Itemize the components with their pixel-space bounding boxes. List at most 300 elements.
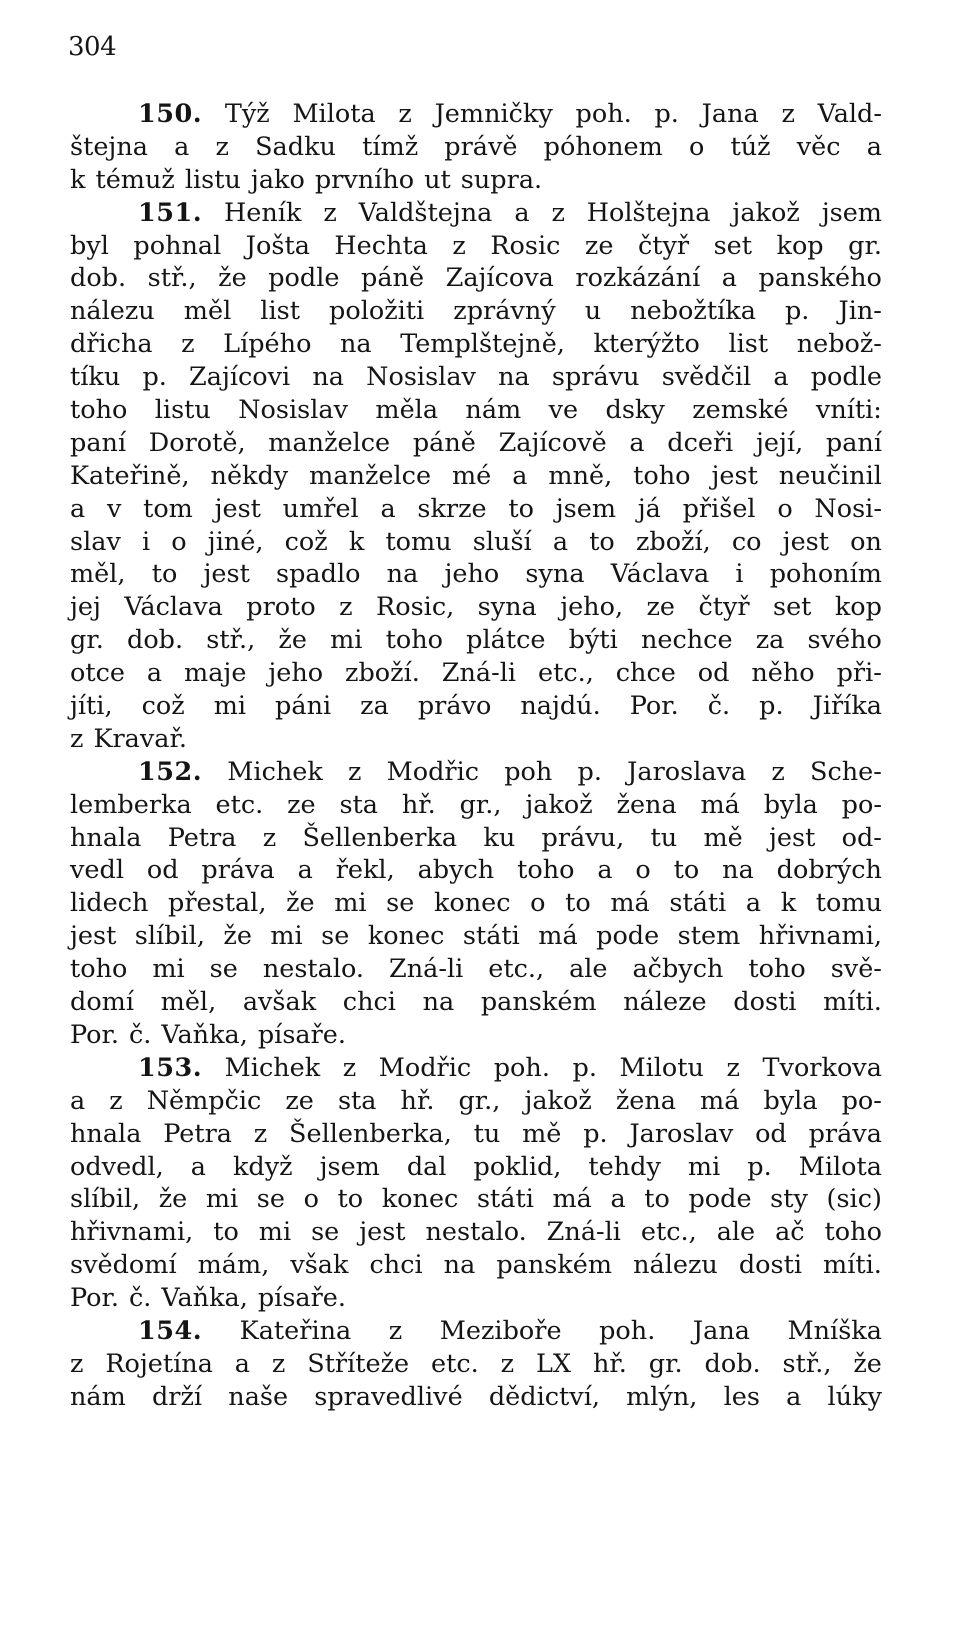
text-line xyxy=(70,460,882,493)
word: gr. xyxy=(848,230,882,261)
word: Jemničky xyxy=(434,99,553,129)
word: toho xyxy=(385,625,443,656)
word: (sic) xyxy=(826,1184,882,1215)
word: proto xyxy=(246,592,316,623)
word: já xyxy=(637,493,661,524)
word: toho xyxy=(70,395,128,426)
word: z xyxy=(342,1052,357,1083)
word: a xyxy=(773,362,789,393)
text-line xyxy=(70,1216,882,1249)
word: odvedl, xyxy=(70,1151,164,1182)
word: stem xyxy=(677,921,741,952)
word: z xyxy=(109,1085,123,1116)
word: mi xyxy=(330,625,363,656)
word: tíku xyxy=(70,362,121,393)
word: tom xyxy=(143,493,193,524)
word: p. xyxy=(654,99,679,129)
word: někdy xyxy=(210,460,289,491)
word: poh xyxy=(504,756,553,787)
word: z xyxy=(726,1052,740,1083)
text-line xyxy=(70,1118,882,1151)
page-number: 304 xyxy=(68,32,117,62)
word: Hechta xyxy=(334,230,428,261)
word: Kateřině, xyxy=(70,460,190,491)
word: ačbych xyxy=(632,954,724,985)
word: z xyxy=(388,1315,403,1346)
word: Sche- xyxy=(810,756,882,787)
word: jest xyxy=(711,460,758,491)
word: jiné, xyxy=(207,526,264,557)
word: dceři xyxy=(667,427,734,458)
text-line xyxy=(70,230,882,263)
word: hř. xyxy=(400,1085,435,1116)
text-line xyxy=(70,953,882,986)
text-line xyxy=(70,624,882,657)
word: les xyxy=(723,1381,760,1412)
word: a xyxy=(745,888,762,919)
word: lemberka xyxy=(70,789,192,820)
word: mé xyxy=(452,460,492,491)
text-line xyxy=(70,1315,882,1348)
word: a xyxy=(70,1085,86,1116)
word: chci xyxy=(342,987,396,1018)
word: Václava xyxy=(610,559,710,590)
word: od- xyxy=(841,822,882,853)
word: p. xyxy=(577,756,602,787)
word: a xyxy=(610,1184,626,1215)
word: a xyxy=(380,493,396,524)
word: etc., xyxy=(488,954,545,985)
word: mi xyxy=(687,1151,721,1182)
word: práva xyxy=(808,1118,882,1149)
word: p. xyxy=(572,1052,597,1083)
word: set xyxy=(773,592,812,623)
word: etc., xyxy=(640,1217,697,1248)
word: p. xyxy=(747,1151,772,1182)
word: od xyxy=(697,658,730,689)
word: hřivnami, xyxy=(70,1217,194,1248)
word: Holštejna xyxy=(586,197,711,228)
word: Němpčic xyxy=(146,1085,262,1116)
word: toho xyxy=(824,1217,882,1248)
word: stř., xyxy=(782,1348,832,1379)
word: žena xyxy=(616,789,677,820)
word: Por. xyxy=(70,1283,119,1314)
word: p. xyxy=(759,691,784,722)
text-line xyxy=(70,789,882,822)
text-line xyxy=(70,1249,882,1282)
word: etc., xyxy=(537,658,594,689)
word: jsem xyxy=(319,1151,380,1182)
text-line xyxy=(70,657,882,690)
text-line xyxy=(70,1348,882,1381)
word: jeho xyxy=(268,658,324,689)
word: a xyxy=(297,855,313,886)
text-line xyxy=(70,262,882,295)
word: jest xyxy=(203,559,250,590)
entry-number: 153. xyxy=(138,1052,203,1083)
word: byl xyxy=(70,230,109,261)
text-line xyxy=(70,361,882,394)
word: Nosi- xyxy=(814,493,882,524)
word: jsem xyxy=(555,493,616,524)
word: slíbil, xyxy=(134,921,205,952)
word: dosti xyxy=(738,1250,803,1281)
word: státi xyxy=(476,1184,534,1215)
word: vníti: xyxy=(815,395,882,426)
word: ku xyxy=(483,822,516,853)
word: a xyxy=(70,493,86,524)
word: jeho xyxy=(444,559,500,590)
word: při- xyxy=(836,658,882,689)
word: z xyxy=(271,1348,286,1379)
word: svědomí xyxy=(70,1250,177,1281)
word: Jaroslav xyxy=(629,1118,734,1149)
word: maje xyxy=(184,658,247,689)
word: dob. xyxy=(704,1348,761,1379)
word: její, xyxy=(756,427,804,458)
word: tu xyxy=(650,822,678,853)
word: míti. xyxy=(823,987,882,1018)
word: poh. xyxy=(493,1052,550,1083)
word: o xyxy=(688,131,705,162)
word: slíbil, xyxy=(70,1184,141,1215)
word: to xyxy=(213,1217,239,1248)
word: mě xyxy=(703,822,743,853)
word: býti xyxy=(568,625,618,656)
word: jeho, xyxy=(560,592,624,623)
word: mi xyxy=(334,888,367,919)
word: Milota xyxy=(798,1151,882,1182)
word: i xyxy=(142,526,151,557)
word: že xyxy=(853,1348,882,1379)
word: abych xyxy=(417,855,495,886)
word: Jošta xyxy=(245,230,310,261)
word: z xyxy=(262,822,277,853)
word: a xyxy=(514,197,530,228)
word: nestalo. xyxy=(425,1217,527,1248)
text-line xyxy=(70,493,882,526)
text-line xyxy=(70,887,882,920)
word: ve xyxy=(548,395,579,426)
word: za xyxy=(755,625,785,656)
word: Zná-li xyxy=(389,954,464,985)
word: písaře. xyxy=(257,1019,346,1050)
word: právu, xyxy=(541,822,625,853)
word: pohoním xyxy=(769,559,882,590)
word: k xyxy=(780,888,797,919)
word: mi xyxy=(270,921,303,952)
word: poklid, xyxy=(473,1151,562,1182)
word: ze xyxy=(584,230,614,261)
word: slav xyxy=(70,526,121,557)
text-line xyxy=(70,854,882,887)
word: jej xyxy=(70,592,101,623)
word: set xyxy=(713,230,752,261)
word: má xyxy=(700,1085,740,1116)
word: z xyxy=(500,1348,515,1379)
word: to xyxy=(644,1184,670,1215)
word: a xyxy=(146,658,163,689)
word: Vaňka, xyxy=(161,1283,248,1314)
word: na xyxy=(312,362,345,393)
word: po- xyxy=(841,1085,882,1116)
text-line xyxy=(70,98,882,131)
word: Meziboře xyxy=(439,1315,562,1346)
word: umřel xyxy=(282,493,359,524)
word: ze xyxy=(287,789,316,820)
word: póhonem xyxy=(543,131,663,162)
text-line xyxy=(70,1183,882,1216)
word: tomu xyxy=(815,888,882,919)
word: konec xyxy=(381,1184,459,1215)
word: Petra xyxy=(163,1118,232,1149)
word: plátce xyxy=(466,625,546,656)
word: sta xyxy=(339,789,378,820)
word: měl, xyxy=(70,559,126,590)
word: věc xyxy=(796,131,841,162)
word: mlýn, xyxy=(626,1381,698,1412)
word: Rojetína xyxy=(105,1348,213,1379)
word: gr., xyxy=(458,1085,501,1116)
word: že xyxy=(286,888,315,919)
word: Rosic xyxy=(490,230,561,261)
word: poh. xyxy=(575,99,632,129)
word: čtyř xyxy=(637,230,690,261)
word: svého xyxy=(807,625,882,656)
word: byla xyxy=(763,789,818,820)
word: č. xyxy=(128,1019,152,1050)
word: Modřic xyxy=(378,1052,472,1083)
word: byla xyxy=(763,1085,818,1116)
text-line xyxy=(70,920,882,953)
word: se xyxy=(256,1184,285,1215)
word: jest xyxy=(70,921,117,952)
word: témuž xyxy=(95,164,175,195)
word: a xyxy=(721,263,737,294)
word: Rosic, xyxy=(376,592,455,623)
word: se xyxy=(311,1217,340,1248)
word: přišel xyxy=(682,493,756,524)
word: Sadku xyxy=(255,131,336,162)
word: dědictví, xyxy=(488,1381,600,1412)
word: konec xyxy=(433,888,511,919)
word: Stříteže xyxy=(307,1348,410,1379)
word: z xyxy=(70,723,84,754)
word: řekl, xyxy=(335,855,395,886)
word: sty xyxy=(770,1184,808,1215)
word: tehdy xyxy=(588,1151,661,1182)
word: skrze xyxy=(417,493,487,524)
word: Zná-li xyxy=(441,658,517,689)
word: sta xyxy=(337,1085,377,1116)
word: jest xyxy=(359,1217,406,1248)
word: etc. xyxy=(215,789,264,820)
word: Dorotě, xyxy=(148,427,246,458)
word: č. xyxy=(128,1283,152,1314)
text-line xyxy=(70,690,882,723)
word: toho xyxy=(748,954,806,985)
word: č. xyxy=(707,691,731,722)
word: u xyxy=(584,296,602,327)
word: a xyxy=(552,526,569,557)
word: Zná-li xyxy=(546,1217,621,1248)
word: jest xyxy=(769,822,816,853)
word: o xyxy=(171,526,187,557)
word: dsky xyxy=(605,395,665,426)
word: že xyxy=(218,263,247,294)
word: z xyxy=(253,1118,268,1149)
word: Mníška xyxy=(787,1315,882,1346)
word: položiti xyxy=(329,296,425,327)
word: jakož xyxy=(525,789,593,820)
word: jest xyxy=(214,493,261,524)
word: z xyxy=(771,756,785,787)
text-line xyxy=(70,394,882,427)
word: nálezu xyxy=(633,1250,718,1281)
word: listu xyxy=(184,164,241,195)
word: chci xyxy=(369,1250,423,1281)
word: a xyxy=(234,1348,250,1379)
word: gr. xyxy=(70,625,104,656)
word: měl xyxy=(183,296,232,327)
word: dob. xyxy=(127,625,184,656)
word: gr. xyxy=(648,1348,683,1379)
word: lúky xyxy=(827,1381,882,1412)
word: etc. xyxy=(431,1348,479,1379)
word: žena xyxy=(615,1085,676,1116)
word: stř., xyxy=(147,263,197,294)
word: štejna xyxy=(70,131,148,162)
word: páně xyxy=(361,263,425,294)
word: Vaňka, xyxy=(161,1019,248,1050)
word: mi xyxy=(213,691,247,722)
word: Nosislav xyxy=(238,395,348,426)
word: podle xyxy=(810,362,882,393)
word: z xyxy=(215,131,229,162)
word: to xyxy=(151,559,178,590)
word: když xyxy=(232,1151,293,1182)
word: Jaroslava xyxy=(627,756,747,787)
word: zboží, xyxy=(635,526,711,557)
word: zemské xyxy=(692,395,789,426)
word: manželce xyxy=(268,427,391,458)
text-line xyxy=(70,1151,882,1184)
word: p. xyxy=(142,362,167,393)
word: kop xyxy=(776,230,824,261)
word: pode xyxy=(596,921,660,952)
word: Šellenberka, xyxy=(289,1118,452,1149)
word: nálezu xyxy=(70,296,155,327)
word: gr., xyxy=(459,789,502,820)
text-line xyxy=(70,1052,882,1085)
word: nebožtíka xyxy=(630,296,756,327)
word: ač xyxy=(775,1217,805,1248)
word: hřivnami, xyxy=(758,921,882,952)
word: pode xyxy=(688,1184,752,1215)
word: paní xyxy=(825,427,882,458)
word: Tvorkova xyxy=(762,1052,882,1083)
word: což xyxy=(284,526,328,557)
word: Zajícova xyxy=(445,263,554,294)
word: spravedlivé xyxy=(314,1381,463,1412)
word: listu xyxy=(154,395,211,426)
word: on xyxy=(850,526,882,557)
word: jakož xyxy=(524,1085,592,1116)
word: Petra xyxy=(167,822,237,853)
word: podle xyxy=(268,263,340,294)
text-line xyxy=(70,1282,882,1315)
word: jest xyxy=(782,526,830,557)
word: v xyxy=(106,493,122,524)
word: list xyxy=(728,329,769,360)
word: hnala xyxy=(70,1118,142,1149)
word: se xyxy=(209,954,238,985)
word: na xyxy=(722,855,754,886)
word: mi xyxy=(258,1217,292,1248)
word: Por. xyxy=(629,691,679,722)
word: chce xyxy=(615,658,676,689)
entry-number: 150. xyxy=(138,99,203,129)
text-line xyxy=(70,1019,882,1052)
word: najdú. xyxy=(520,691,601,722)
word: z xyxy=(323,197,337,228)
word: Kateřina xyxy=(239,1315,352,1346)
word: po- xyxy=(841,789,882,820)
word: kop xyxy=(834,592,882,623)
word: ze xyxy=(646,592,676,623)
word: Jin- xyxy=(838,296,882,327)
word: to xyxy=(508,493,534,524)
word: páni xyxy=(275,691,332,722)
word: páně xyxy=(412,427,476,458)
word: stř., xyxy=(206,625,256,656)
word: Michek xyxy=(227,756,323,787)
word: na xyxy=(422,987,455,1018)
word: lidech xyxy=(70,888,149,919)
word: Týž xyxy=(224,99,270,129)
word: tu xyxy=(473,1118,501,1149)
text-line xyxy=(70,986,882,1019)
word: z xyxy=(781,99,795,129)
word: panském xyxy=(496,1250,613,1281)
word: mám, xyxy=(197,1250,270,1281)
word: Vald- xyxy=(817,99,882,129)
word: rozkázání xyxy=(575,263,701,294)
word: LX xyxy=(536,1348,572,1379)
word: Templštejně, xyxy=(400,329,565,360)
word: o xyxy=(777,493,793,524)
word: na xyxy=(386,559,419,590)
word: i xyxy=(735,559,744,590)
word: konec xyxy=(367,921,445,952)
word: dřicha xyxy=(70,329,153,360)
word: má xyxy=(538,921,578,952)
word: sluší xyxy=(472,526,532,557)
entry-number: 152. xyxy=(138,756,203,787)
word: to xyxy=(673,855,700,886)
word: dosti xyxy=(733,987,797,1018)
word: od xyxy=(755,1118,787,1149)
word: panského xyxy=(758,263,882,294)
word: vedl xyxy=(70,855,124,886)
word: z xyxy=(452,230,466,261)
word: to xyxy=(337,1184,364,1215)
text-line xyxy=(70,328,882,361)
word: domí xyxy=(70,987,135,1018)
text-line xyxy=(70,723,882,756)
word: o xyxy=(530,888,546,919)
